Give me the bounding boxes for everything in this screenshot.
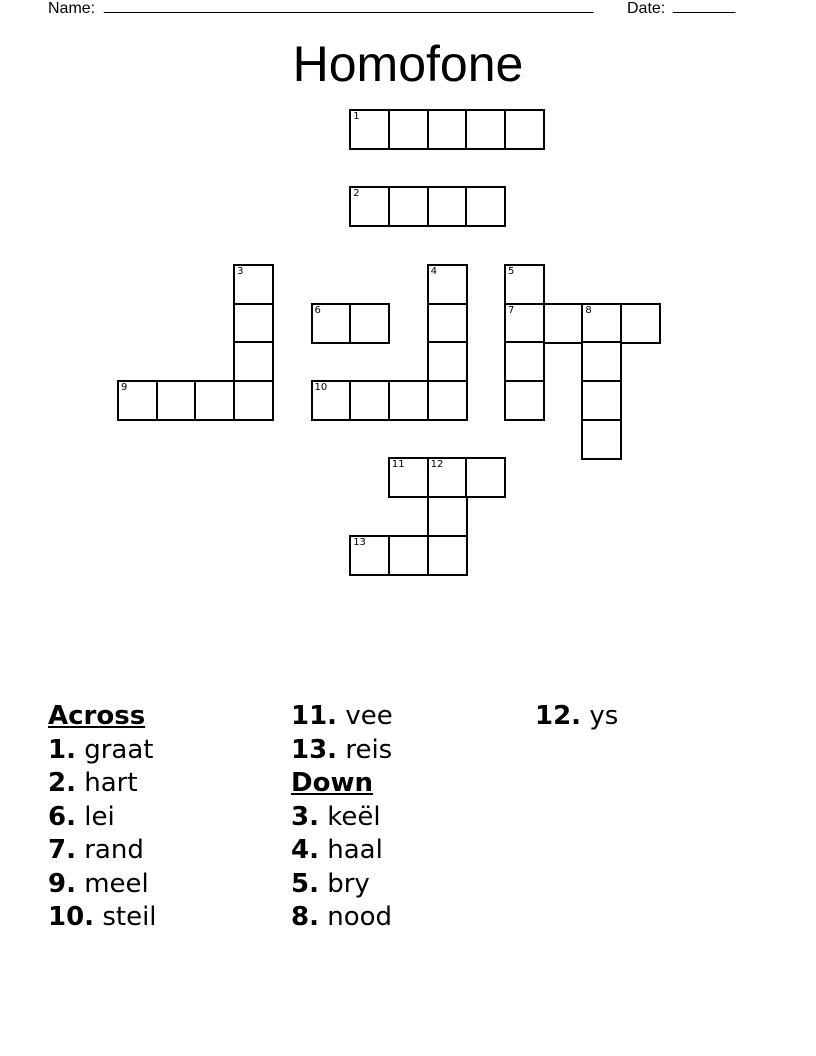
clue-down-12: 12. ys [535, 701, 619, 731]
clue-column-1 [48, 700, 288, 935]
date-field[interactable]: _______ [673, 0, 736, 14]
grid-cell[interactable] [388, 186, 429, 227]
grid-cell[interactable] [465, 186, 506, 227]
clue-number-label: 9 [121, 381, 128, 393]
grid-cell[interactable] [465, 109, 506, 150]
grid-cell[interactable] [504, 109, 545, 150]
header [0, 0, 816, 20]
grid-cell[interactable] [581, 380, 622, 421]
grid-cell[interactable] [349, 109, 390, 150]
clue-number-label: 4 [430, 265, 437, 277]
grid-cell[interactable] [427, 186, 468, 227]
clue-number-label: 8 [585, 304, 592, 316]
grid-cell[interactable] [504, 380, 545, 421]
grid-cell[interactable] [388, 109, 429, 150]
grid-cell[interactable] [388, 380, 429, 421]
grid-cell[interactable] [427, 496, 468, 537]
clue-down-5: 5. bry [291, 868, 370, 899]
clue-down-3: 3. keël [291, 801, 381, 832]
clue-number-label: 1 [353, 111, 360, 122]
grid-cell[interactable] [349, 186, 390, 227]
clue-down-8: 8. nood [291, 902, 393, 932]
clue-number-label: 11 [391, 459, 405, 471]
grid-cell[interactable] [465, 457, 506, 498]
clue-number-label: 6 [314, 304, 321, 316]
grid-cell[interactable] [233, 380, 274, 421]
name-field[interactable]: _______________________________________________________ [104, 0, 594, 14]
clue-across-9: 9. meel [48, 868, 149, 899]
grid-cell[interactable] [233, 303, 274, 344]
clue-number-label: 3 [237, 265, 244, 277]
clue-column-3 [535, 700, 775, 734]
grid-cell[interactable] [543, 303, 584, 344]
across-heading: Across [48, 701, 146, 731]
date-label: Date: [627, 0, 666, 17]
clue-across-7: 7. rand [48, 835, 144, 865]
clue-across-6: 6. lei [48, 801, 115, 832]
down-heading: Down [291, 768, 373, 798]
grid-cell[interactable] [388, 457, 429, 498]
grid-cell[interactable] [427, 341, 468, 382]
clue-across-10: 10. steil [48, 902, 157, 932]
clue-across-13: 13. reis [291, 734, 393, 765]
grid-cell[interactable] [349, 303, 390, 344]
clue-number-label: 7 [508, 304, 515, 316]
clue-number-label: 2 [353, 188, 360, 200]
clue-across-11: 11. vee [291, 701, 393, 731]
grid-cell[interactable] [311, 380, 352, 421]
grid-cell[interactable] [233, 264, 274, 305]
clue-number-label: 12 [430, 459, 444, 471]
grid-cell[interactable] [427, 303, 468, 344]
grid-cell[interactable] [349, 380, 390, 421]
clue-column-2 [291, 700, 531, 935]
grid-cell[interactable] [427, 380, 468, 421]
clue-number-label: 10 [314, 381, 328, 393]
grid-cell[interactable] [581, 419, 622, 460]
grid-cell[interactable] [620, 303, 661, 344]
clue-across-2: 2. hart [48, 768, 138, 798]
grid-cell[interactable] [504, 264, 545, 305]
grid-cell[interactable] [504, 341, 545, 382]
grid-cell[interactable] [194, 380, 235, 421]
grid-cell[interactable] [117, 380, 158, 421]
grid-cell[interactable] [581, 303, 622, 344]
grid-cell[interactable] [427, 457, 468, 498]
grid-cell[interactable] [427, 109, 468, 150]
grid-cell[interactable] [233, 341, 274, 382]
clue-down-4: 4. haal [291, 835, 383, 865]
grid-cell[interactable] [388, 535, 429, 576]
grid-cell[interactable] [156, 380, 197, 421]
grid-cell[interactable] [581, 341, 622, 382]
name-label: Name: [48, 0, 96, 17]
clue-number-label: 13 [353, 536, 366, 548]
page-title: Homofone [292, 36, 524, 92]
grid-cell[interactable] [311, 303, 352, 344]
grid-cell[interactable] [427, 535, 468, 576]
grid-cell[interactable] [504, 303, 545, 344]
grid-cell[interactable] [427, 264, 468, 305]
clue-across-1: 1. graat [48, 734, 154, 765]
grid-cell[interactable] [349, 535, 390, 576]
clue-number-label: 5 [508, 265, 515, 277]
